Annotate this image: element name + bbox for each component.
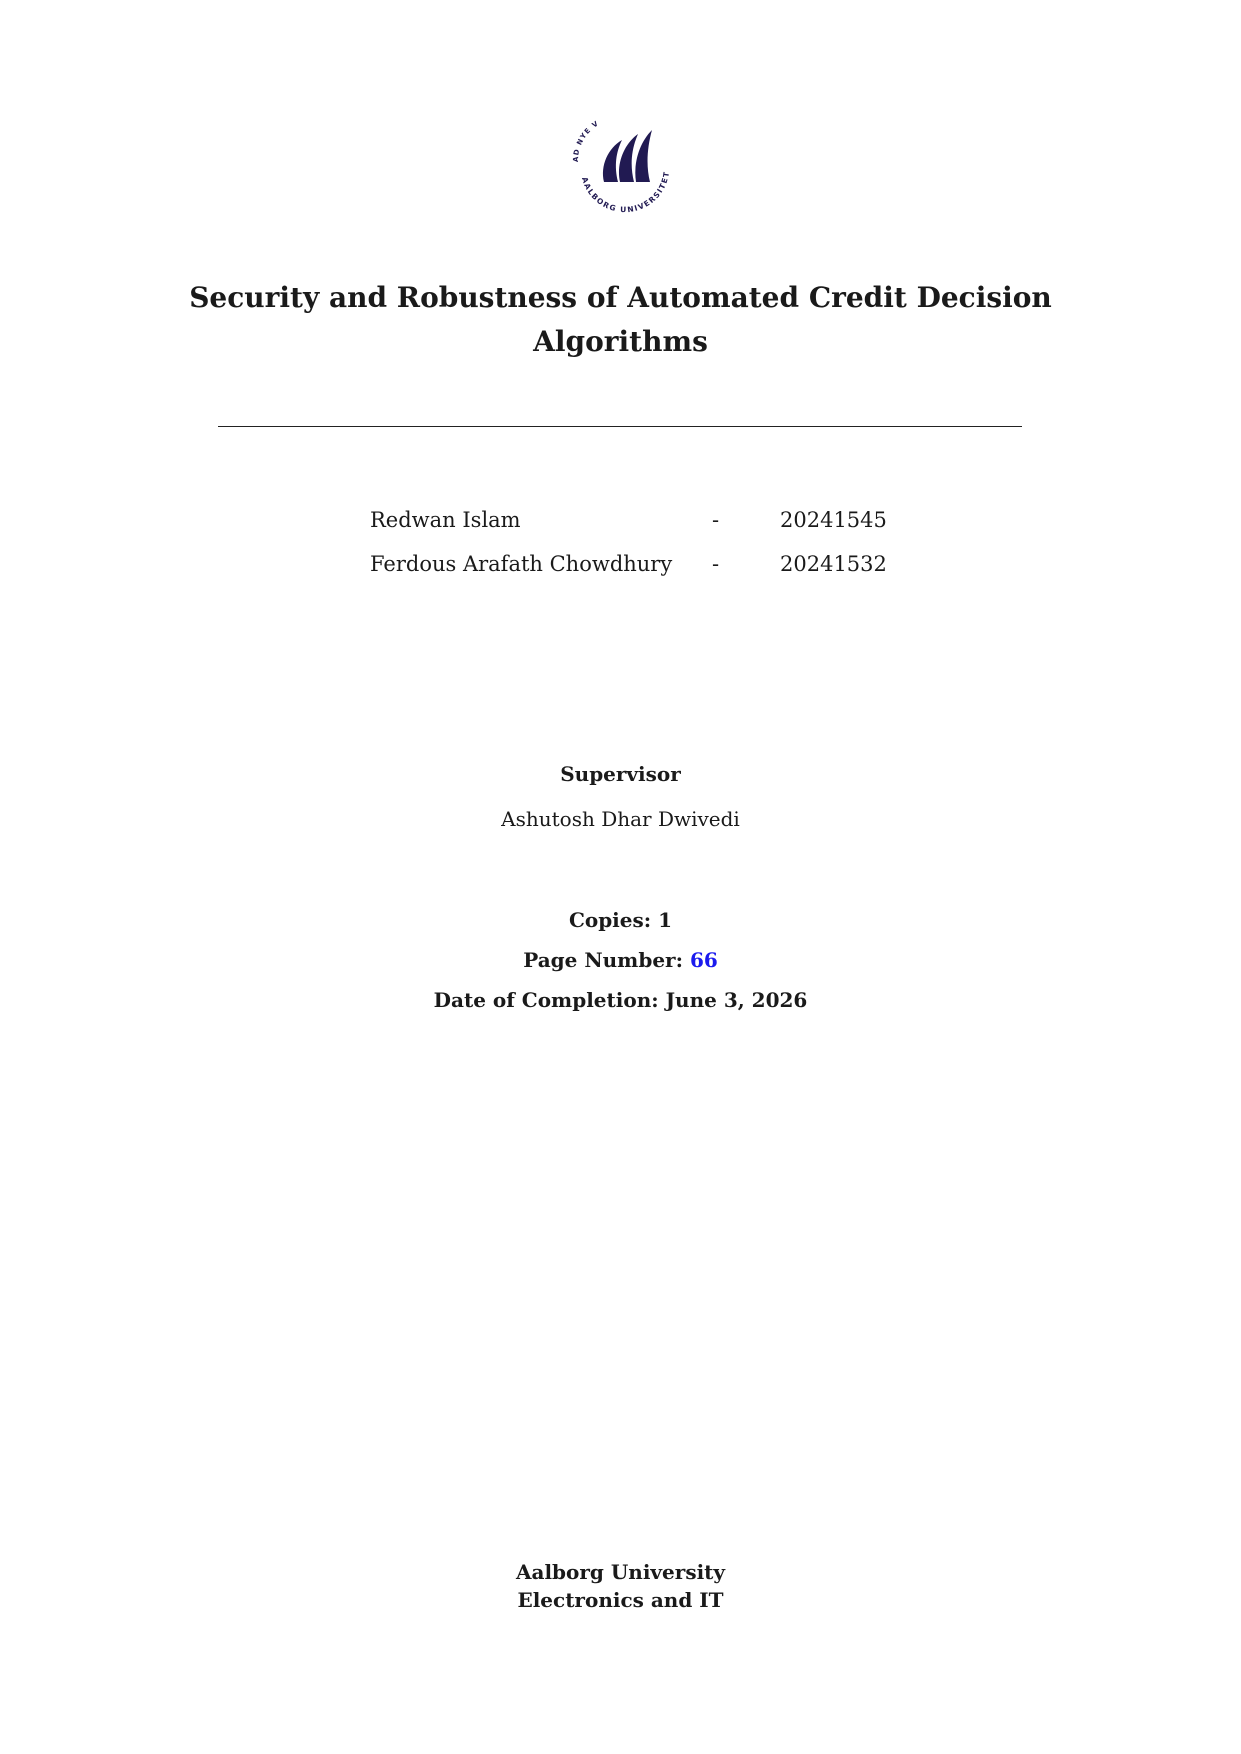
thesis-title: Security and Robustness of Automated Credit Decision Algorithms xyxy=(189,281,1052,358)
author-student-id: 20241532 xyxy=(780,552,887,576)
copies-value: 1 xyxy=(658,908,673,932)
logo-wordmark: AALBORG UNIVERSITET xyxy=(579,170,672,215)
completion-date-line xyxy=(0,988,1241,1012)
author-name: Ferdous Arafath Chowdhury xyxy=(370,552,673,576)
page-number-line xyxy=(0,948,1241,972)
author-row xyxy=(370,552,890,596)
logo-motto: AD NYE V xyxy=(571,119,601,163)
page-number-link[interactable]: 66 xyxy=(689,948,718,972)
university-name: Aalborg University xyxy=(515,1560,726,1584)
department-name: Electronics and IT xyxy=(517,1588,724,1612)
copies-line xyxy=(0,908,1241,932)
author-list xyxy=(370,508,890,596)
copies-label: Copies: xyxy=(568,908,652,932)
author-name: Redwan Islam xyxy=(370,508,521,532)
page-number-label: Page Number: xyxy=(523,948,683,972)
aalborg-university-logo xyxy=(560,100,680,220)
author-student-id: 20241545 xyxy=(780,508,887,532)
author-separator: - xyxy=(712,552,720,576)
author-row xyxy=(370,508,890,552)
svg-text:AD NYE VEJE xyxy=(560,100,600,162)
supervisor-heading: Supervisor xyxy=(560,762,681,786)
completion-date-value: June 3, 2026 xyxy=(665,988,808,1012)
title-divider xyxy=(218,426,1022,427)
author-separator: - xyxy=(712,508,720,532)
supervisor-name: Ashutosh Dhar Dwivedi xyxy=(501,807,740,831)
completion-date-label: Date of Completion: xyxy=(433,988,659,1012)
